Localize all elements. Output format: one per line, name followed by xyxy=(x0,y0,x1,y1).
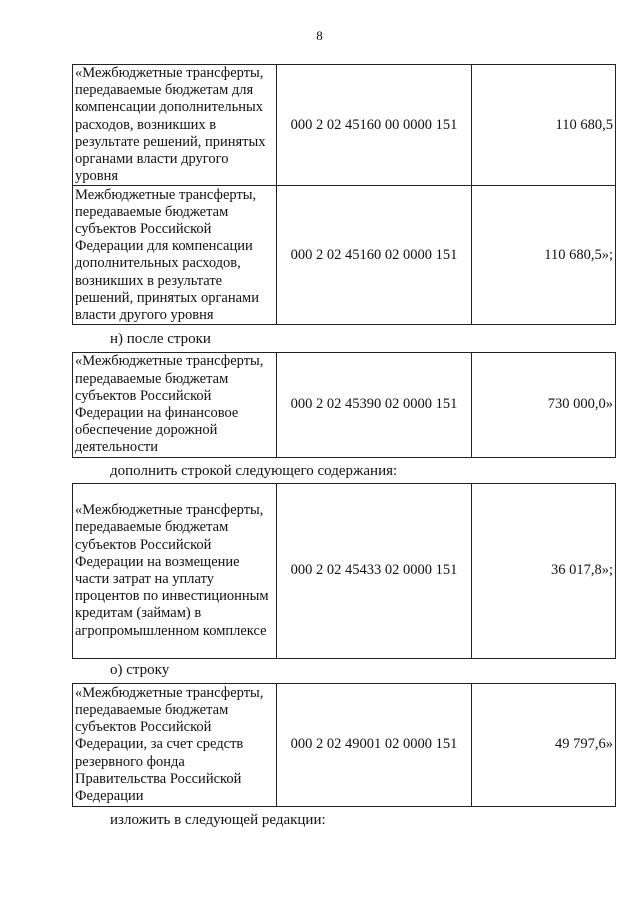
amount-cell: 110 680,5 xyxy=(472,65,616,186)
transfer-name-cell: «Межбюджетные трансферты, передаваемые бюджетам субъектов Российской Федерации, за счет средств резервного фонда Правительства Российской Федерации xyxy=(73,684,277,807)
amount-cell: 730 000,0» xyxy=(472,353,616,458)
table-row xyxy=(73,186,616,325)
budget-code-cell: 000 2 02 45160 02 0000 151 xyxy=(277,186,472,325)
transfer-name-cell: «Межбюджетные трансферты, передаваемые бюджетам для компенсации дополнительных расходов, возникших в результате решений, принятых органами власти другого уровня xyxy=(73,65,277,186)
amount-cell: 110 680,5»; xyxy=(472,186,616,325)
table-row xyxy=(73,684,616,807)
budget-code-cell: 000 2 02 45390 02 0000 151 xyxy=(277,353,472,458)
page-number: 8 xyxy=(316,28,323,43)
table-row xyxy=(73,65,616,186)
instruction-text: дополнить строкой следующего содержания: xyxy=(110,463,398,479)
instruction-text: о) строку xyxy=(110,662,170,678)
budget-table-3 xyxy=(72,483,616,659)
transfer-name-cell: «Межбюджетные трансферты, передаваемые бюджетам субъектов Российской Федерации на возмещение части затрат на уплату процентов по инвестиционным кредитам (займам) в агропромышленном комплексе xyxy=(73,484,277,659)
table-row xyxy=(73,484,616,659)
amount-cell: 36 017,8»; xyxy=(472,484,616,659)
budget-table-4 xyxy=(72,683,616,807)
budget-table-1 xyxy=(72,64,616,325)
instruction-text: изложить в следующей редакции: xyxy=(110,812,326,828)
table-row xyxy=(73,353,616,458)
budget-code-cell: 000 2 02 45433 02 0000 151 xyxy=(277,484,472,659)
budget-code-cell: 000 2 02 49001 02 0000 151 xyxy=(277,684,472,807)
budget-code-cell: 000 2 02 45160 00 0000 151 xyxy=(277,65,472,186)
transfer-name-cell: «Межбюджетные трансферты, передаваемые бюджетам субъектов Российской Федерации на финансовое обеспечение дорожной деятельности xyxy=(73,353,277,458)
instruction-text: н) после строки xyxy=(110,331,211,347)
transfer-name-cell: Межбюджетные трансферты, передаваемые бюджетам субъектов Российской Федерации для компенсации дополнительных расходов, возникших в результате решений, принятых органами власти другого уровня xyxy=(73,186,277,325)
budget-table-2 xyxy=(72,352,616,458)
amount-cell: 49 797,6» xyxy=(472,684,616,807)
